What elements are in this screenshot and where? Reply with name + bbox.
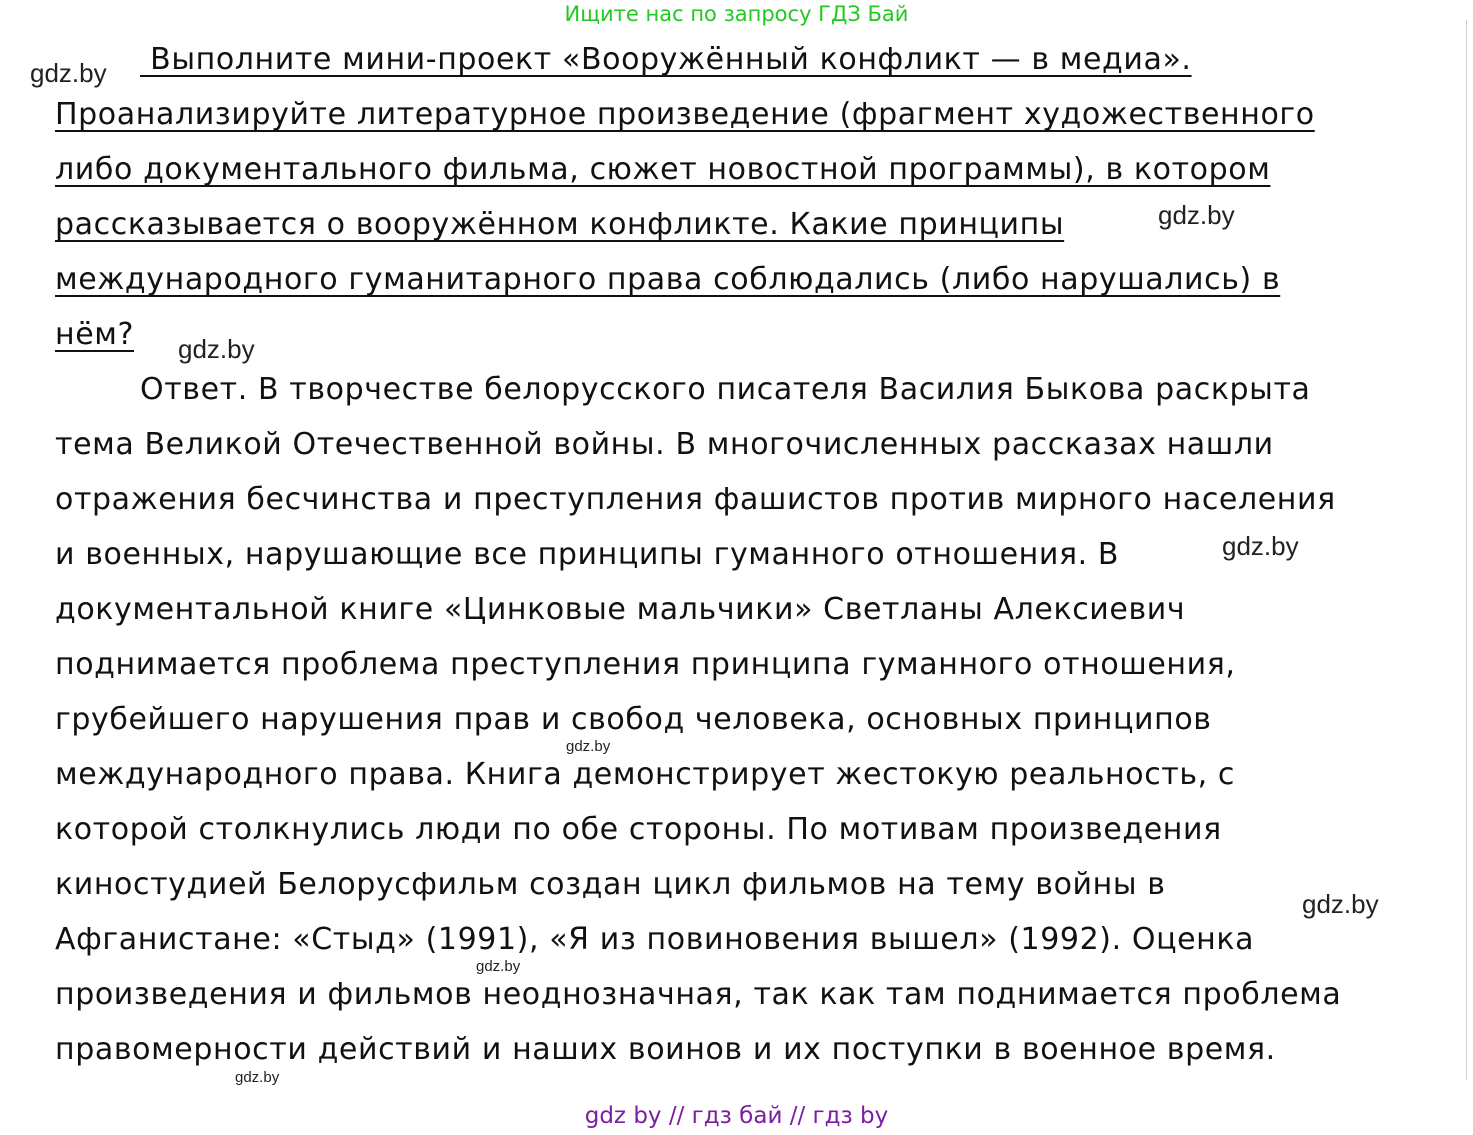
answer-line: отражения бесчинства и преступления фашистов против мирного населения	[55, 482, 1336, 517]
question-line: рассказывается о вооружённом конфликте. Какие принципы	[55, 207, 1065, 242]
answer-line: поднимается проблема преступления принципа гуманного отношения,	[55, 647, 1236, 682]
footer-links: gdz by // гдз бай // гдз by	[584, 1103, 889, 1129]
question-line: международного гуманитарного права соблюдались (либо нарушались) в	[55, 262, 1281, 297]
watermark: gdz.by	[235, 1069, 280, 1086]
watermark: gdz.by	[1302, 889, 1379, 919]
answer-line: произведения и фильмов неоднозначная, так как там поднимается проблема	[55, 977, 1342, 1012]
question-line: Проанализируйте литературное произведение (фрагмент художественного	[55, 97, 1315, 132]
watermark: gdz.by	[30, 58, 107, 88]
answer-line: Афганистане: «Стыд» (1991), «Я из повиновения вышел» (1992). Оценка	[55, 922, 1255, 957]
answer-line: Ответ. В творчестве белорусского писателя Василия Быкова раскрыта	[140, 372, 1311, 407]
watermark: gdz.by	[178, 334, 255, 364]
answer-line: которой столкнулись люди по обе стороны. По мотивам произведения	[55, 812, 1222, 847]
watermark: gdz.by	[1222, 531, 1299, 561]
answer-line: документальной книге «Цинковые мальчики» Светланы Алексиевич	[55, 592, 1186, 627]
answer-line: международного права. Книга демонстрирует жестокую реальность, с	[55, 757, 1236, 792]
search-hint-banner: Ищите нас по запросу ГДЗ Бай	[564, 2, 909, 26]
question-line: нём?	[55, 317, 135, 352]
answer-line: тема Великой Отечественной войны. В многочисленных рассказах нашли	[55, 427, 1274, 462]
right-margin-rule	[1466, 20, 1467, 1080]
answer-line: правомерности действий и наших воинов и их поступки в военное время.	[55, 1032, 1276, 1067]
watermark: gdz.by	[566, 738, 611, 755]
question-line: Выполните мини-проект «Вооружённый конфликт — в медиа».	[140, 42, 1192, 77]
answer-line: киностудией Белорусфильм создан цикл фильмов на тему войны в	[55, 867, 1166, 902]
answer-line: грубейшего нарушения прав и свобод человека, основных принципов	[55, 702, 1212, 737]
answer-line: и военных, нарушающие все принципы гуманного отношения. В	[55, 537, 1120, 572]
question-line: либо документального фильма, сюжет новостной программы), в котором	[55, 152, 1271, 187]
watermark: gdz.by	[476, 958, 521, 975]
watermark: gdz.by	[1158, 200, 1235, 230]
